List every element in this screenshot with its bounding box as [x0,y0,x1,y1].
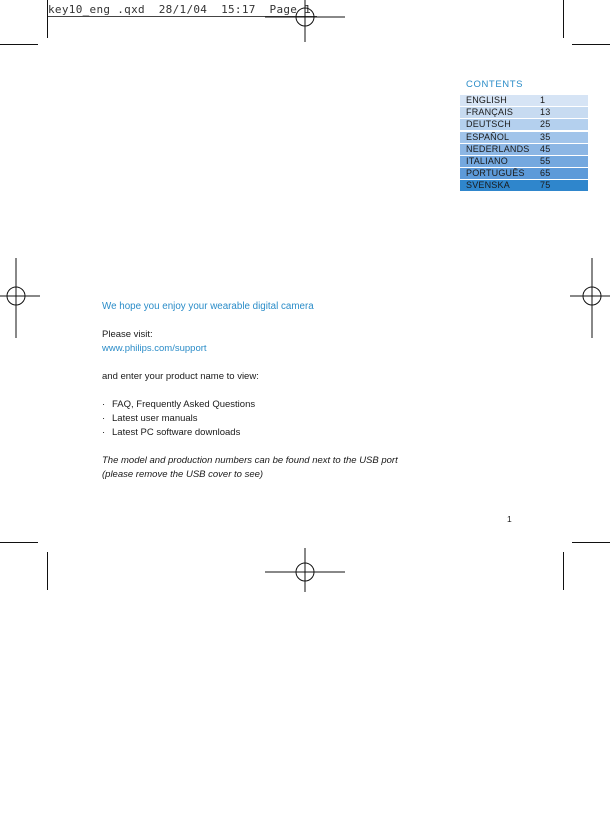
contents-language: PORTUGUÊS [466,168,525,179]
list-item-text: Latest PC software downloads [112,427,241,438]
contents-language: ENGLISH [466,95,507,105]
contents-language: DEUTSCH [466,119,511,130]
registration-mark-bottom-icon [265,548,345,592]
crop-mark-bottom-left [0,542,38,543]
support-link[interactable]: www.philips.com/support [102,343,207,354]
list-item-text: FAQ, Frequently Asked Questions [112,399,256,410]
contents-row [460,132,588,143]
crop-mark-top-left [0,44,38,45]
list-item [102,412,462,426]
contents-language: ESPAÑOL [466,131,510,142]
contents-page: 45 [540,143,551,154]
bullet-dot-icon: · [102,399,106,410]
contents-language: ITALIANO [466,155,508,166]
crop-mark-bottom-left-v [47,552,48,590]
headline: We hope you enjoy your wearable digital camera [102,301,314,312]
contents-row [460,95,588,106]
page-number: 1 [507,514,512,524]
bullet-list [102,398,462,440]
crop-mark-top-right-v [563,0,564,38]
main-text [102,300,462,482]
contents-page: 75 [540,180,551,191]
contents-page: 13 [540,107,551,118]
contents-language: SVENSKA [466,180,510,191]
crop-mark-bottom-right-v [563,552,564,590]
contents-title: CONTENTS [466,79,524,90]
list-item [102,426,462,440]
list-item [102,398,462,412]
contents-row [460,119,588,130]
contents-page: 1 [540,95,546,105]
registration-mark-left-icon [0,258,40,338]
contents-table [460,79,588,193]
contents-page: 55 [540,155,551,166]
crop-mark-top-left-v [47,0,48,38]
contents-page: 65 [540,168,551,179]
file-slug: key10_eng .qxd 28/1/04 15:17 Page 1 [48,3,317,17]
contents-row [460,168,588,179]
contents-page: 35 [540,131,551,142]
contents-row [460,107,588,118]
contents-row [460,144,588,155]
contents-language: FRANÇAIS [466,107,514,118]
model-note-line-2: (please remove the USB cover to see) [102,469,264,480]
enter-instruction: and enter your product name to view: [102,371,259,382]
contents-language: NEDERLANDS [466,143,530,154]
model-note-line-1: The model and production numbers can be found next to the USB port [102,455,398,466]
crop-mark-bottom-right [572,542,610,543]
registration-mark-right-icon [570,258,610,338]
contents-rows [460,95,588,191]
list-item-text: Latest user manuals [112,413,198,424]
bullet-dot-icon: · [102,413,106,424]
contents-row [460,156,588,167]
contents-row [460,180,588,191]
crop-mark-top-right [572,44,610,45]
visit-label: Please visit: [102,329,153,340]
contents-page: 25 [540,119,551,130]
registration-mark-top-icon [265,0,345,42]
bullet-dot-icon: · [102,427,106,438]
